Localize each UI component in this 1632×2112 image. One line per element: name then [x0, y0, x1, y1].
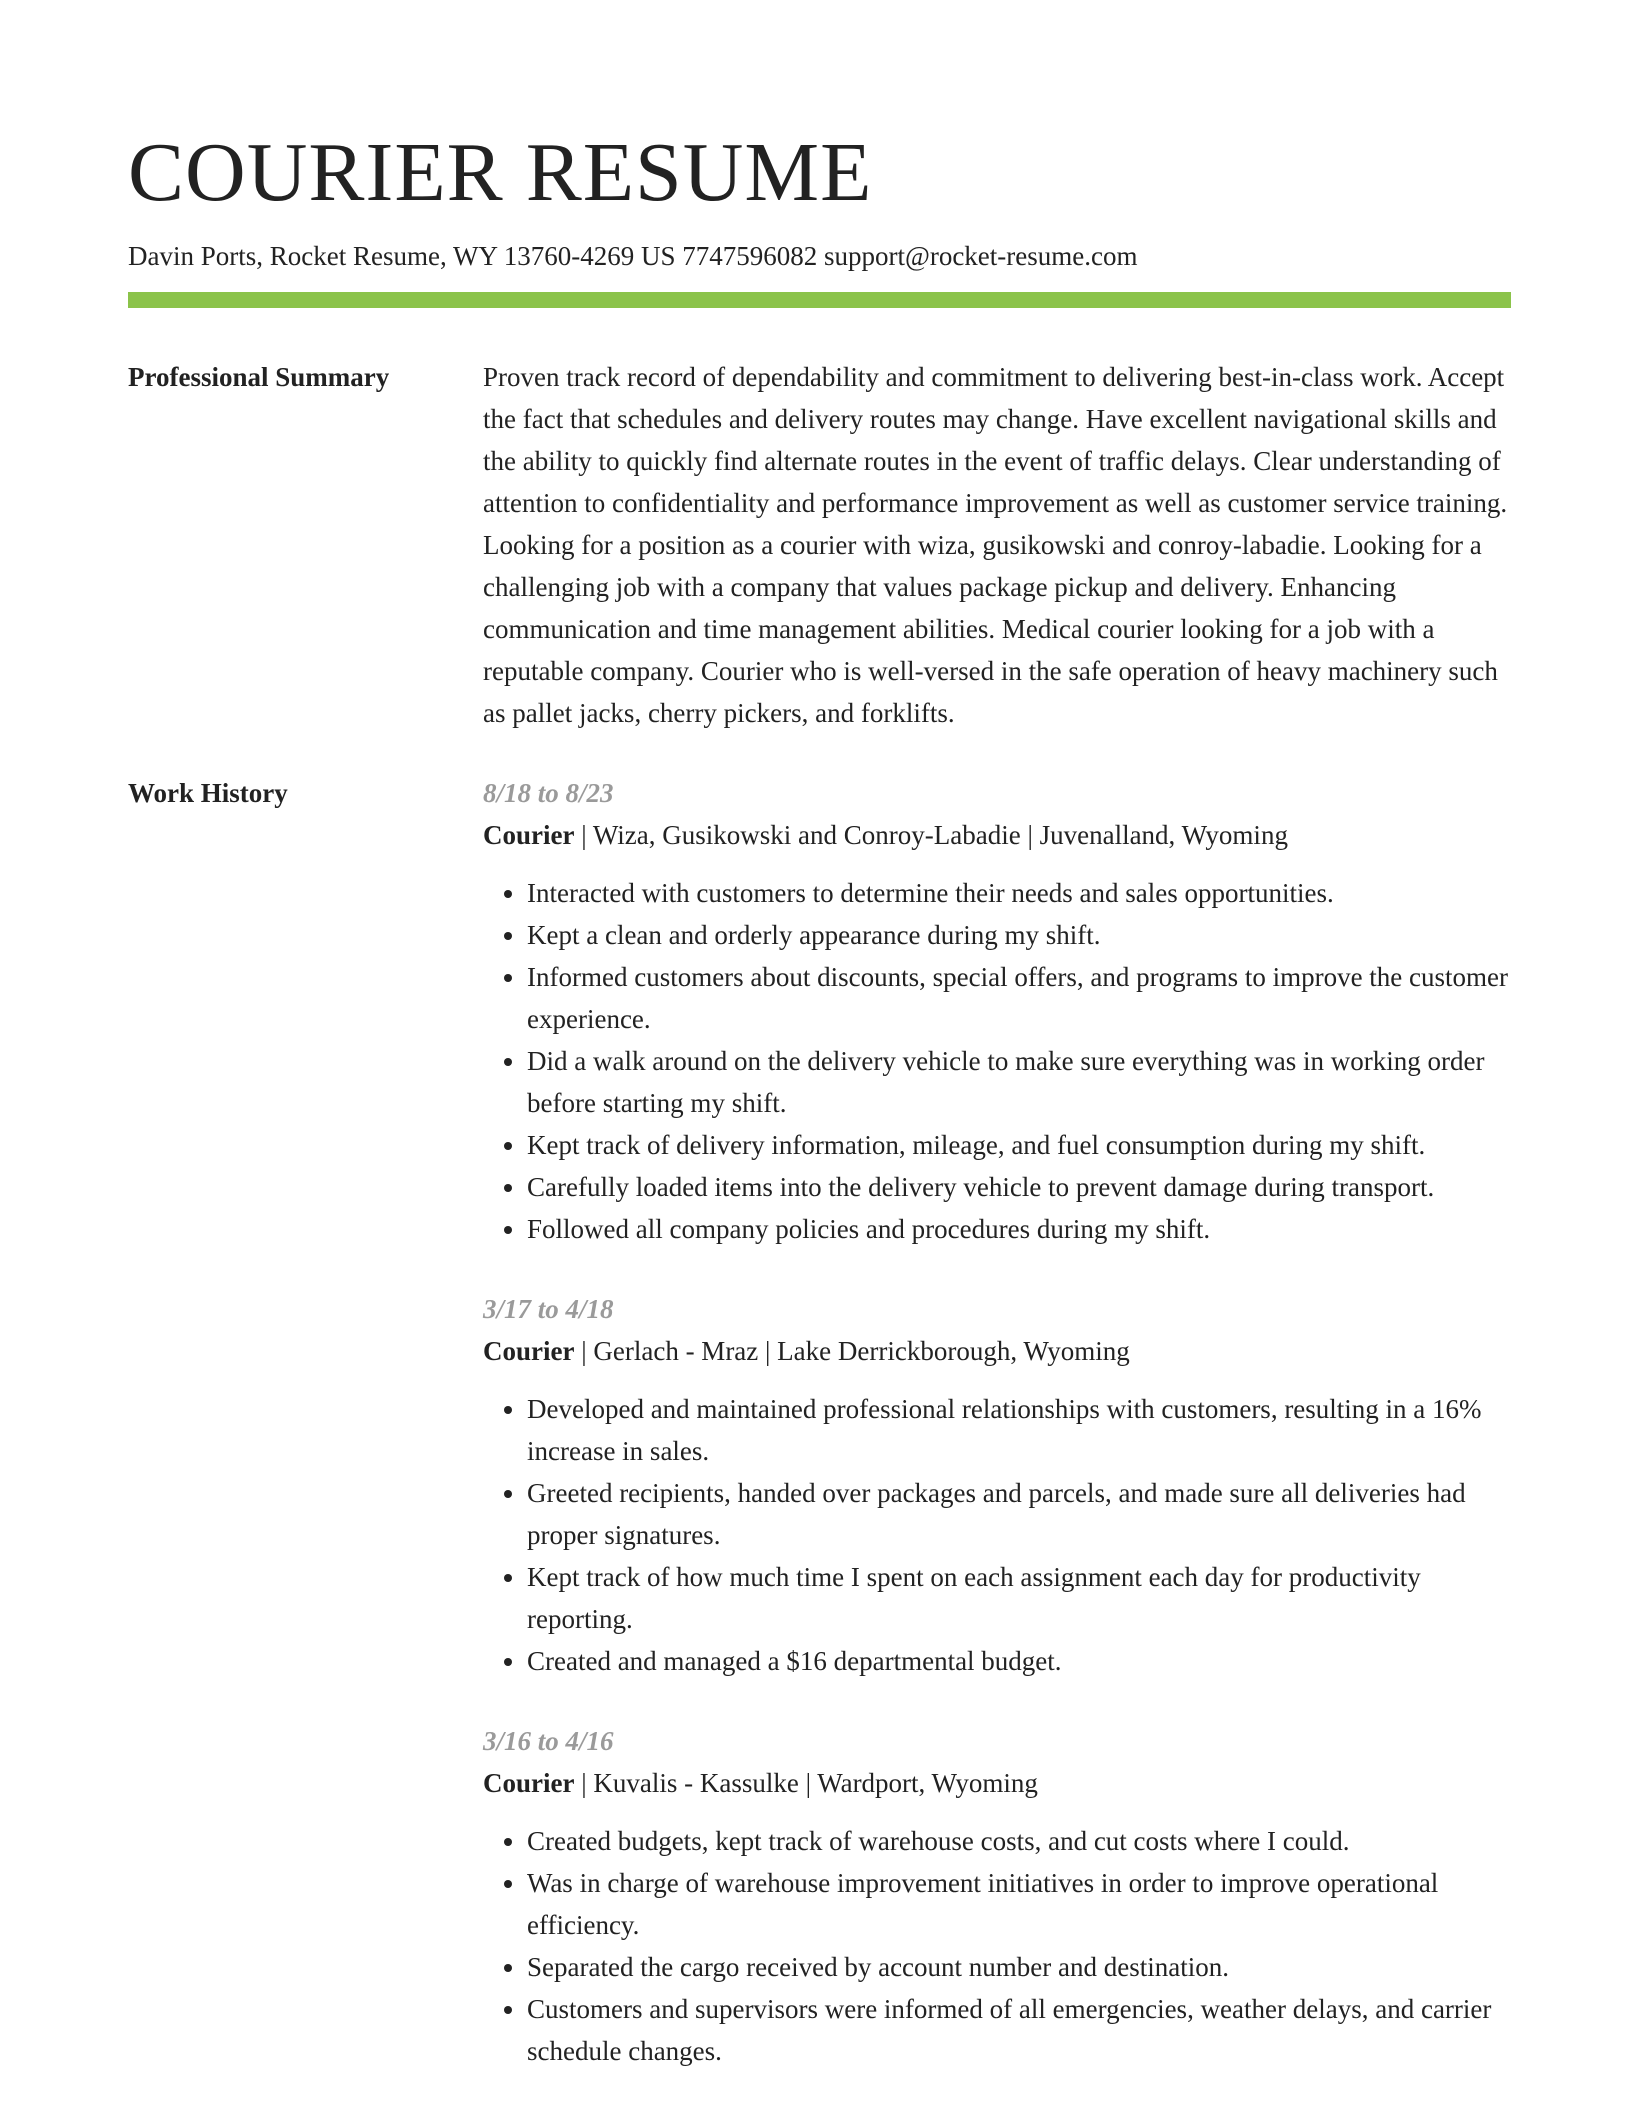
job-entry [483, 1288, 1511, 1682]
job-heading [483, 814, 1511, 856]
job-bullets [483, 872, 1511, 1250]
bullet-item: • Followed all company policies and procedures during my shift. [527, 1208, 1511, 1250]
bullet-item: • Separated the cargo received by account number and destination. [527, 1946, 1511, 1988]
bullet-item: • Did a walk around on the delivery vehicle to make sure everything was in working order before starting my shift. [527, 1040, 1511, 1124]
resume-page [128, 118, 1511, 2072]
job-dates: 8/18 to 8/23 [483, 778, 614, 808]
job-heading [483, 1762, 1511, 1804]
job-details: | Gerlach - Mraz | Lake Derrickborough, Wyoming [574, 1336, 1130, 1366]
bullet-item: • Was in charge of warehouse improvement initiatives in order to improve operational efficiency. [527, 1862, 1511, 1946]
job-title: Courier [483, 1768, 575, 1798]
bullet-item: • Created and managed a $16 departmental budget. [527, 1640, 1511, 1682]
resume-title: COURIER RESUME [128, 126, 873, 219]
bullet-item: • Carefully loaded items into the delivery vehicle to prevent damage during transport. [527, 1166, 1511, 1208]
professional-summary-section [128, 356, 1511, 734]
work-history-body [483, 772, 1511, 2072]
accent-divider [128, 292, 1511, 308]
job-title: Courier [483, 1336, 575, 1366]
bullet-item: • Kept track of how much time I spent on each assignment each day for productivity reporting. [527, 1556, 1511, 1640]
job-details: | Kuvalis - Kassulke | Wardport, Wyoming [574, 1768, 1038, 1798]
summary-text: Proven track record of dependability and commitment to delivering best-in-class work. Accept the fact that schedules and delivery routes may change. Have excellent navigational skills and the ability to quickly find alternate routes in the event of traffic delays. Clear understanding of attention to confidentiality and performance improvement as well as customer service training. Looking for a position as a courier with wiza, gusikowski and conroy-labadie. Looking for a challenging job with a company that values package pickup and delivery. Enhancing communication and time management abilities. Medical courier looking for a job with a reputable company. Courier who is well-versed in the safe operation of heavy machinery such as pallet jacks, cherry pickers, and forklifts. [483, 362, 1508, 728]
contact-line: Davin Ports, Rocket Resume, WY 13760-4269 US 7747596082 support@rocket-resume.com [128, 241, 1138, 271]
section-label-summary: Professional Summary [128, 362, 390, 392]
job-heading [483, 1330, 1511, 1372]
bullet-item: • Developed and maintained professional relationships with customers, resulting in a 16% increase in sales. [527, 1388, 1511, 1472]
bullet-item: • Kept a clean and orderly appearance during my shift. [527, 914, 1511, 956]
bullet-item: • Greeted recipients, handed over packages and parcels, and made sure all deliveries had proper signatures. [527, 1472, 1511, 1556]
section-label-work-history: Work History [128, 778, 288, 808]
job-details: | Wiza, Gusikowski and Conroy-Labadie | Juvenalland, Wyoming [574, 820, 1288, 850]
summary-body [483, 356, 1511, 734]
job-bullets [483, 1388, 1511, 1682]
job-entry [483, 1720, 1511, 2072]
bullet-item: • Kept track of delivery information, mileage, and fuel consumption during my shift. [527, 1124, 1511, 1166]
job-title: Courier [483, 820, 575, 850]
job-bullets [483, 1820, 1511, 2072]
bullet-item: • Created budgets, kept track of warehouse costs, and cut costs where I could. [527, 1820, 1511, 1862]
work-history-section [128, 772, 1511, 2072]
job-entry [483, 772, 1511, 1250]
job-dates: 3/16 to 4/16 [483, 1726, 614, 1756]
bullet-item: • Interacted with customers to determine their needs and sales opportunities. [527, 872, 1511, 914]
bullet-item: • Informed customers about discounts, special offers, and programs to improve the customer experience. [527, 956, 1511, 1040]
job-dates: 3/17 to 4/18 [483, 1294, 614, 1324]
bullet-item: • Customers and supervisors were informed of all emergencies, weather delays, and carrier schedule changes. [527, 1988, 1511, 2072]
